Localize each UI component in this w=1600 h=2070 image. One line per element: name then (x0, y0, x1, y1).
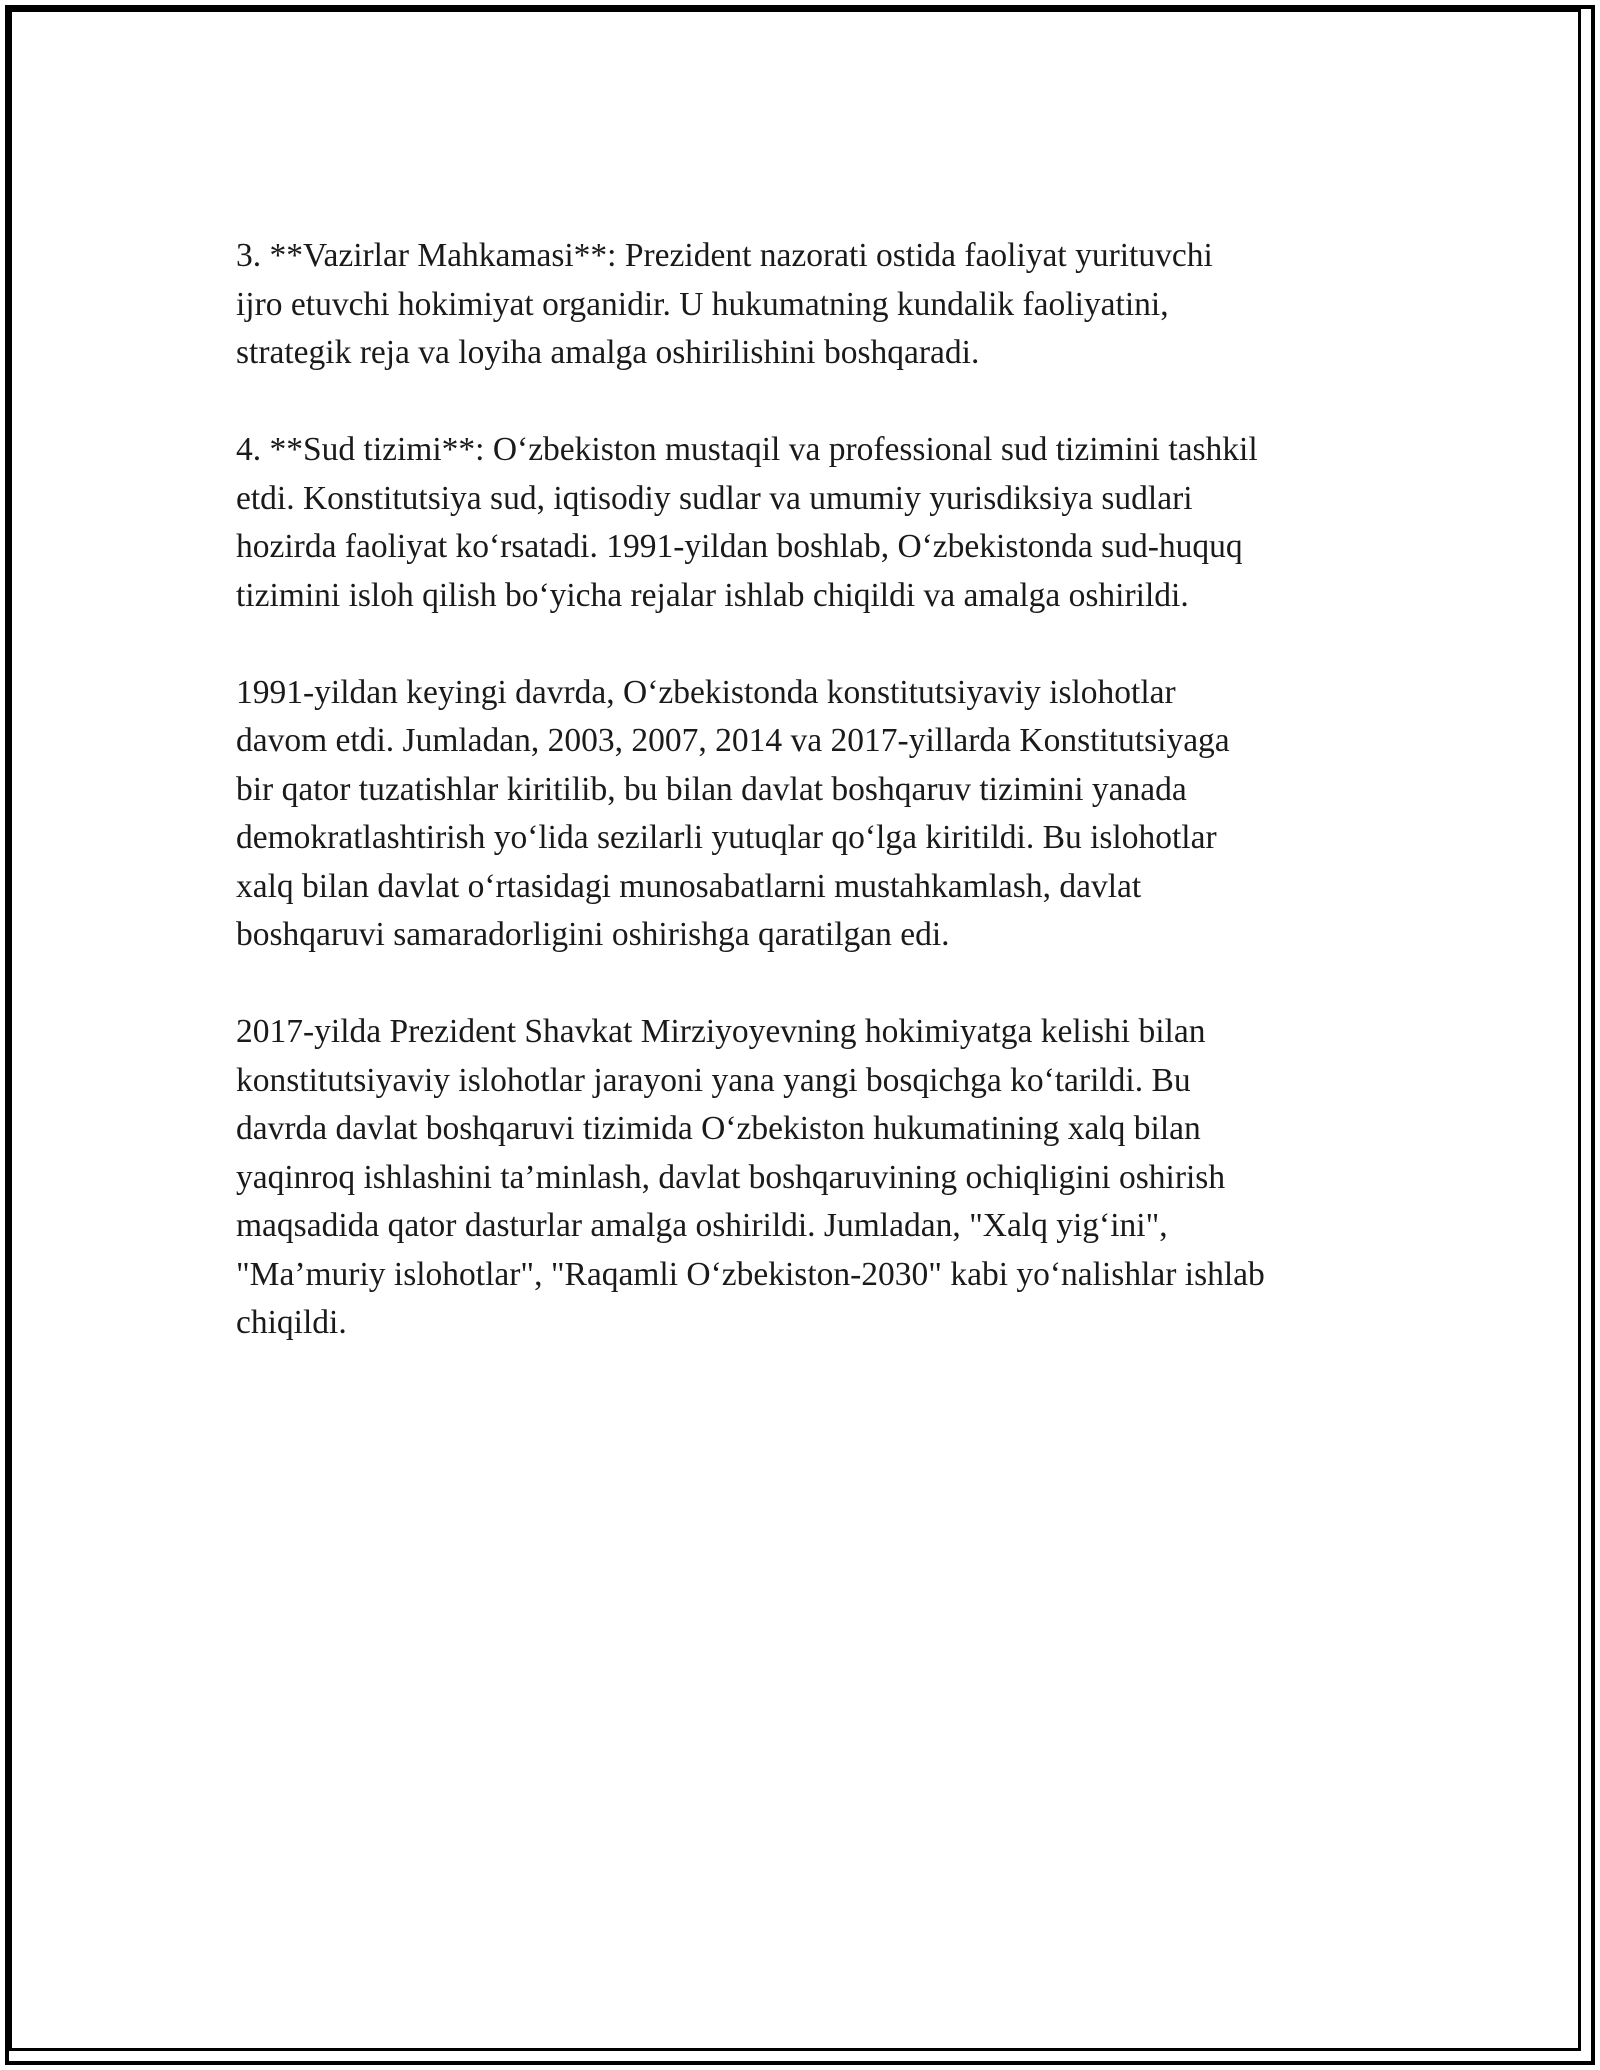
paragraph-vazirlar-mahkamasi: 3. **Vazirlar Mahkamasi**: Prezident nazorati ostida faoliyat yurituvchi ijro etuvchi hokimiyat organidir. U hukumatning kundalik faoliyatini, strategik reja va loyiha amalga oshirilishini boshqaradi. (236, 237, 1213, 371)
paragraph-2017-islohotlar: 2017-yilda Prezident Shavkat Mirziyoyevning hokimiyatga kelishi bilan konstitutsiyaviy islohotlar jarayoni yana yangi bosqichga ko‘tarildi. Bu davrda davlat boshqaruvi tizimida O‘zbekiston hukumatining xalq bilan yaqinroq ishlashini ta’minlash, davlat boshqaruvining ochiqligini oshirish maqsadida qator dasturlar amalga oshirildi. Jumladan, "Xalq yig‘ini", "Ma’muriy islohotlar", "Raqamli O‘zbekiston-2030" kabi yo‘nalishlar ishlab chiqildi. (236, 1013, 1265, 1341)
paragraph-sud-tizimi: 4. **Sud tizimi**: O‘zbekiston mustaqil va professional sud tizimini tashkil etdi. Konstitutsiya sud, iqtisodiy sudlar va umumiy yurisdiksiya sudlari hozirda faoliyat ko‘rsatadi. 1991-yildan boshlab, O‘zbekistonda sud-huquq tizimini isloh qilish bo‘yicha rejalar ishlab chiqildi va amalga oshirildi. (236, 431, 1258, 614)
document-body (236, 232, 1376, 1396)
paragraph-konstitutsiyaviy-islohotlar: 1991-yildan keyingi davrda, O‘zbekistonda konstitutsiyaviy islohotlar davom etdi. Jumladan, 2003, 2007, 2014 va 2017-yillarda Konstitutsiyaga bir qator tuzatishlar kiritilib, bu bilan davlat boshqaruv tizimini yanada demokratlashtirish yo‘lida sezilarli yutuqlar qo‘lga kiritildi. Bu islohotlar xalq bilan davlat o‘rtasidagi munosabatlarni mustahkamlash, davlat boshqaruvi samaradorligini oshirishga qaratilgan edi. (236, 673, 1230, 953)
